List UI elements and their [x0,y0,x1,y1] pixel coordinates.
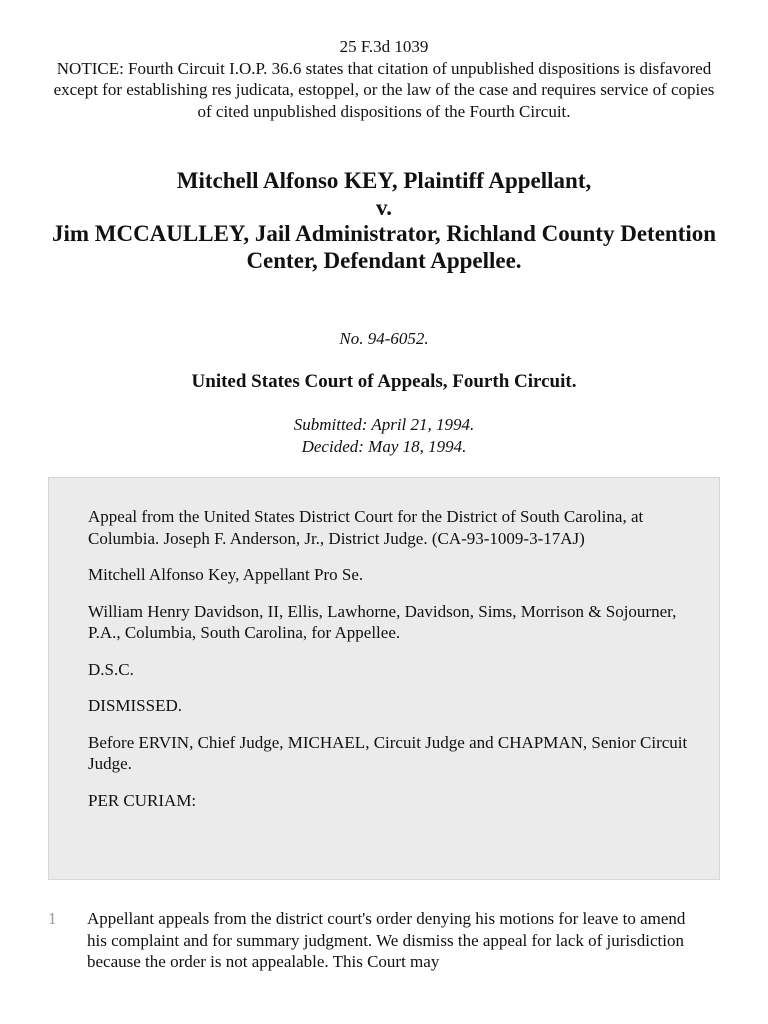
disposition: DISMISSED. [88,696,182,715]
submitted-date: Submitted: April 21, 1994. [293,415,475,434]
case-summary-box [48,477,720,880]
court-name: United States Court of Appeals, Fourth Circuit. [191,371,577,392]
decided-date: Decided: May 18, 1994. [301,436,467,456]
unpublished-notice: NOTICE: Fourth Circuit I.O.P. 36.6 states that citation of unpublished dispositions is disfavored except for establishing res judicata, estoppel, or the law of the case and requires service of copies of cited unpublished dispositions of the Fourth Circuit. [53,58,715,121]
paragraph-number: 1 [48,909,57,928]
district-code: D.S.C. [88,659,134,679]
defendant-line-2: Center, Defendant Appellee. [246,247,522,273]
appeal-from: Appeal from the United States District Court for the District of South Carolina, at Columbia. Joseph F. Anderson, Jr., District Judge. (CA-93-1009-3-17AJ) [88,507,644,548]
case-dates [48,414,720,457]
panel: Before ERVIN, Chief Judge, MICHAEL, Circuit Judge and CHAPMAN, Senior Circuit Judge. [88,732,688,773]
paragraph-text: Appellant appeals from the district court's order denying his motions for leave to amend his complaint and for summary judgment. We dismiss the appeal for lack of jurisdiction because the order is not appealable. This Court may [87,909,686,971]
document-header [48,36,720,122]
appellant-counsel: Mitchell Alfonso Key, Appellant Pro Se. [88,565,364,584]
case-caption [48,168,720,274]
versus-line: v. [376,194,392,220]
defendant-line-1: Jim MCCAULLEY, Jail Administrator, Richland County Detention [51,221,717,246]
appellee-counsel: William Henry Davidson, II, Ellis, Lawhorne, Davidson, Sims, Morrison & Sojourner, P.A., Columbia, South Carolina, for Appellee. [88,601,677,642]
citation: 25 F.3d 1039 [339,37,429,56]
per-curiam: PER CURIAM: [88,790,197,810]
docket-number: No. 94-6052. [339,329,429,348]
plaintiff-line: Mitchell Alfonso KEY, Plaintiff Appellant, [176,168,592,193]
